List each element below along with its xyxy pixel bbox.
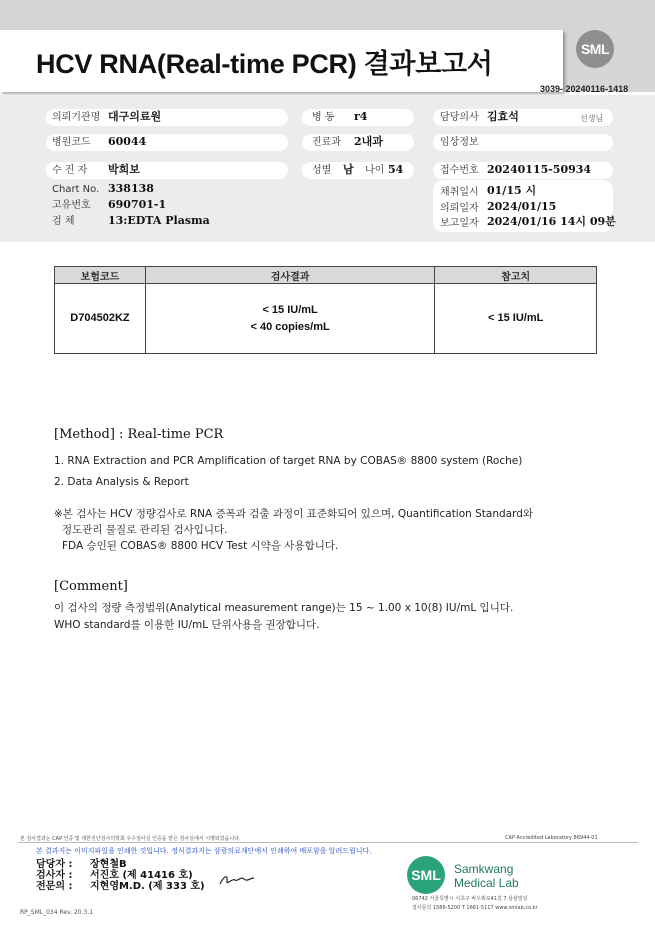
receipt-no-label: 접수번호	[440, 165, 479, 176]
chart-no-label: Chart No.	[52, 184, 100, 195]
comment-line-1: 이 검사의 정량 측정범위(Analytical measurement range)는 15 ~ 1.00 x 10(8) IU/mL 입니다.	[54, 602, 514, 614]
clinical-info-label: 임상정보	[440, 137, 479, 148]
ward-label: 병 동	[312, 112, 335, 123]
receipt-no-value: 20240115-50934	[487, 163, 592, 176]
comment-line-2: WHO standard를 이용한 IU/mL 단위사용을 권장합니다.	[54, 619, 320, 631]
unique-no-value: 690701-1	[108, 198, 167, 211]
test-result-cell	[145, 284, 434, 354]
footer-divider	[18, 842, 638, 843]
requesting-org-label: 의뢰기관명	[52, 112, 101, 123]
reference-cell: < 15 IU/mL	[435, 284, 597, 354]
specimen-value: 13:EDTA Plasma	[108, 214, 210, 227]
hospital-code-label: 병원코드	[52, 137, 91, 148]
collection-date-value: 01/15 시	[487, 184, 537, 197]
doctor-value: 김효석	[487, 110, 519, 123]
doctor-suffix: 선생님	[580, 114, 604, 123]
specimen-label: 검 체	[52, 216, 75, 227]
unique-no-label: 고유번호	[52, 200, 91, 211]
ward-value: r4	[354, 110, 368, 123]
report-date-label: 보고일자	[440, 218, 479, 229]
insurance-code-cell: D704502KZ	[55, 284, 146, 354]
samkwang-logo-icon: SML	[407, 856, 445, 894]
sex-value: 남	[343, 163, 354, 176]
method-step-1: 1. RNA Extraction and PCR Amplification of target RNA by COBAS® 8800 system (Roche)	[54, 455, 523, 467]
table-row	[55, 284, 597, 354]
reference-header: 참고치	[435, 267, 597, 284]
examiner-label: 검사자 :	[36, 870, 73, 881]
person-in-charge-label: 담당자 :	[36, 859, 73, 870]
age-value: 54	[388, 163, 404, 176]
person-in-charge-value: 장현철B	[90, 859, 127, 870]
lab-address: 06742 서울특별시 서초구 바우뫼로41길 7 삼광빌딩	[412, 896, 528, 902]
method-note-1: ※본 검사는 HCV 정량검사로 RNA 증폭과 검출 과정이 표준화되어 있으며, Quantification Standard와	[54, 508, 534, 520]
report-date-value: 2024/01/16 14시 09분	[487, 215, 616, 228]
method-note-2: 정도관리 물질로 관리된 검사입니다.	[62, 524, 228, 536]
signature-icon	[218, 872, 256, 888]
result-value-iu: < 15 IU/mL	[262, 303, 318, 316]
specialist-value: 지현영M.D. (제 333 호)	[90, 881, 205, 892]
print-notice: 본 결과지는 이미지파일을 인쇄한 것입니다. 정식결과지는 삼광의료재단에서 인쇄하여 배포함을 알려드립니다.	[36, 847, 372, 855]
lab-contact: 검사문의 1588-5200 T 1661-5117 www.smlab.co.kr	[412, 905, 538, 911]
result-value-copies: < 40 copies/mL	[250, 320, 330, 333]
examiner-value: 서진호 (제 41416 호)	[90, 870, 193, 881]
method-step-2: 2. Data Analysis & Report	[54, 476, 189, 488]
accreditation-note: 본 검사결과는 CAP 인증 및 대한진단검사의학회 우수검사실 인증을 받은 검사실에서 시행되었습니다.	[20, 836, 241, 842]
specialist-label: 전문의 :	[36, 881, 73, 892]
request-date-value: 2024/01/15	[487, 200, 557, 213]
sex-label: 성별	[312, 165, 332, 176]
method-heading: [Method] : Real-time PCR	[54, 427, 224, 442]
hospital-code-value: 60044	[108, 135, 147, 148]
doctor-label: 담당의사	[440, 112, 479, 123]
result-table	[54, 266, 597, 354]
requesting-org-value: 대구의료원	[108, 110, 162, 123]
test-result-header: 검사결과	[145, 267, 434, 284]
method-note-3: FDA 승인된 COBAS® 8800 HCV Test 시약을 사용합니다.	[62, 540, 339, 552]
header-top-strip	[0, 0, 655, 30]
result-table-header-row	[55, 267, 597, 284]
sml-logo-icon: SML	[576, 30, 614, 68]
insurance-code-header: 보험코드	[55, 267, 146, 284]
comment-heading: [Comment]	[54, 579, 128, 594]
form-code: RP_SML_034 Rev. 20.3.1	[20, 909, 94, 916]
lab-name-line2: Medical Lab	[454, 876, 519, 890]
examinee-value: 박희보	[108, 163, 140, 176]
request-date-label: 의뢰일자	[440, 203, 479, 214]
department-value: 2내과	[354, 135, 383, 148]
examinee-label: 수 진 자	[52, 165, 88, 176]
document-id-line1: 3039- 20240116-1418	[540, 84, 629, 94]
department-label: 진료과	[312, 137, 341, 148]
report-title: HCV RNA(Real-time PCR) 결과보고서	[36, 49, 493, 79]
cap-accreditation: CAP Accredited Laboratory 86944-01	[505, 835, 598, 841]
age-label: 나이	[365, 165, 385, 176]
lab-name-line1: Samkwang	[454, 862, 514, 876]
collection-date-label: 채취일시	[440, 187, 479, 198]
chart-no-value: 338138	[108, 182, 154, 195]
